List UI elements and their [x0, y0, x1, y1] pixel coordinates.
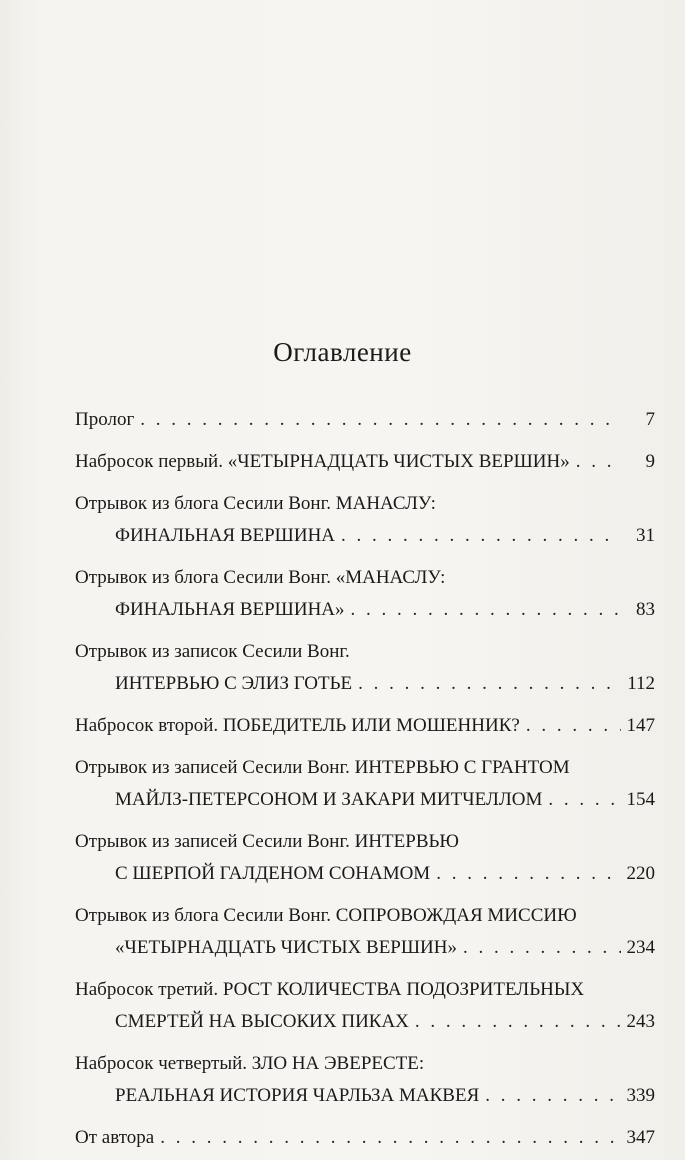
- toc-line: [75, 974, 655, 1006]
- toc-line: [75, 520, 655, 552]
- toc-line: [75, 404, 655, 436]
- toc-entry-title: Отрывок из записей Сесили Вонг. ИНТЕРВЬЮ: [75, 831, 459, 852]
- toc-entry-title: Отрывок из блога Сесили Вонг. СОПРОВОЖДАЯ МИССИЮ: [75, 905, 577, 926]
- dot-leader: [485, 1080, 620, 1112]
- toc-line: [75, 784, 655, 816]
- toc-line: [75, 826, 655, 858]
- dot-leader: [463, 932, 621, 964]
- toc-line: [75, 1006, 655, 1038]
- dot-leader: [436, 858, 620, 890]
- toc-entry: [75, 488, 655, 552]
- toc-entry: [75, 752, 655, 816]
- toc-entry-title-cont: МАЙЛЗ-ПЕТЕРСОНОМ И ЗАКАРИ МИТЧЕЛЛОМ: [115, 789, 543, 810]
- toc-entry-title: Пролог: [75, 409, 135, 430]
- toc-line: [75, 858, 655, 890]
- toc-page-number: 31: [636, 525, 655, 546]
- toc-entry: [75, 1122, 655, 1154]
- toc-line: [75, 710, 655, 742]
- toc-page-number: 347: [626, 1127, 655, 1148]
- toc-entry-title-cont: ФИНАЛЬНАЯ ВЕРШИНА: [115, 525, 336, 546]
- toc-entry-title: Набросок третий. РОСТ КОЛИЧЕСТВА ПОДОЗРИТЕЛЬНЫХ: [75, 979, 585, 1000]
- toc-page-number: 112: [627, 673, 655, 694]
- dot-leader: [341, 520, 621, 552]
- toc-entry-title-cont: ФИНАЛЬНАЯ ВЕРШИНА»: [115, 599, 345, 620]
- toc-entry-title: Набросок первый. «ЧЕТЫРНАДЦАТЬ ЧИСТЫХ ВЕРШИН»: [75, 451, 570, 472]
- dot-leader: [160, 1122, 620, 1154]
- dot-leader: [548, 784, 620, 816]
- toc-entry: [75, 710, 655, 742]
- toc-page-number: 220: [626, 863, 655, 884]
- toc-entry-title: Отрывок из блога Сесили Вонг. «МАНАСЛУ:: [75, 567, 446, 588]
- toc-page-number: 83: [636, 599, 655, 620]
- toc-line: [75, 636, 655, 668]
- toc-entry-title-cont: «ЧЕТЫРНАДЦАТЬ ЧИСТЫХ ВЕРШИН»: [115, 937, 457, 958]
- toc-entry-title: Набросок второй. ПОБЕДИТЕЛЬ ИЛИ МОШЕННИК?: [75, 715, 520, 736]
- toc-entry-title: Отрывок из блога Сесили Вонг. МАНАСЛУ:: [75, 493, 436, 514]
- toc-entry: [75, 446, 655, 478]
- dot-leader: [140, 404, 621, 436]
- toc-line: [75, 668, 655, 700]
- toc-entry: [75, 900, 655, 964]
- toc-line: [75, 900, 655, 932]
- toc-line: [75, 562, 655, 594]
- dot-leader: [358, 668, 621, 700]
- page-title: Оглавление: [273, 337, 412, 367]
- toc-entry: [75, 562, 655, 626]
- toc-line: [75, 594, 655, 626]
- toc-line: [75, 1122, 655, 1154]
- toc-line: [75, 446, 655, 478]
- toc-page-number: 234: [626, 937, 655, 958]
- dot-leader: [415, 1006, 621, 1038]
- toc-line: [75, 1080, 655, 1112]
- dot-leader: [576, 446, 621, 478]
- table-of-contents: [75, 404, 655, 1154]
- toc-entry: [75, 974, 655, 1038]
- toc-entry-title-cont: С ШЕРПОЙ ГАЛДЕНОМ СОНАМОМ: [115, 863, 431, 884]
- toc-entry-title: Отрывок из записей Сесили Вонг. ИНТЕРВЬЮ С ГРАНТОМ: [75, 757, 570, 778]
- toc-entry-title-cont: РЕАЛЬНАЯ ИСТОРИЯ ЧАРЛЬЗА МАКВЕЯ: [115, 1085, 480, 1106]
- toc-line: [75, 752, 655, 784]
- toc-entry: [75, 404, 655, 436]
- toc-line: [75, 1048, 655, 1080]
- toc-entry: [75, 826, 655, 890]
- toc-line: [75, 488, 655, 520]
- toc-page-number: 339: [626, 1085, 655, 1106]
- toc-page-number: 7: [645, 409, 655, 430]
- toc-entry-title-cont: СМЕРТЕЙ НА ВЫСОКИХ ПИКАХ: [115, 1011, 409, 1032]
- toc-page-number: 147: [626, 715, 655, 736]
- toc-entry: [75, 1048, 655, 1112]
- toc-page-number: 154: [626, 789, 655, 810]
- toc-line: [75, 932, 655, 964]
- toc-entry-title: Набросок четвертый. ЗЛО НА ЭВЕРЕСТЕ:: [75, 1053, 425, 1074]
- toc-entry-title: Отрывок из записок Сесили Вонг.: [75, 641, 350, 662]
- toc-entry: [75, 636, 655, 700]
- dot-leader: [351, 594, 621, 626]
- toc-page-number: 9: [645, 451, 655, 472]
- toc-entry-title-cont: ИНТЕРВЬЮ С ЭЛИЗ ГОТЬЕ: [115, 673, 353, 694]
- toc-page-number: 243: [626, 1011, 655, 1032]
- toc-entry-title: От автора: [75, 1127, 155, 1148]
- dot-leader: [526, 710, 621, 742]
